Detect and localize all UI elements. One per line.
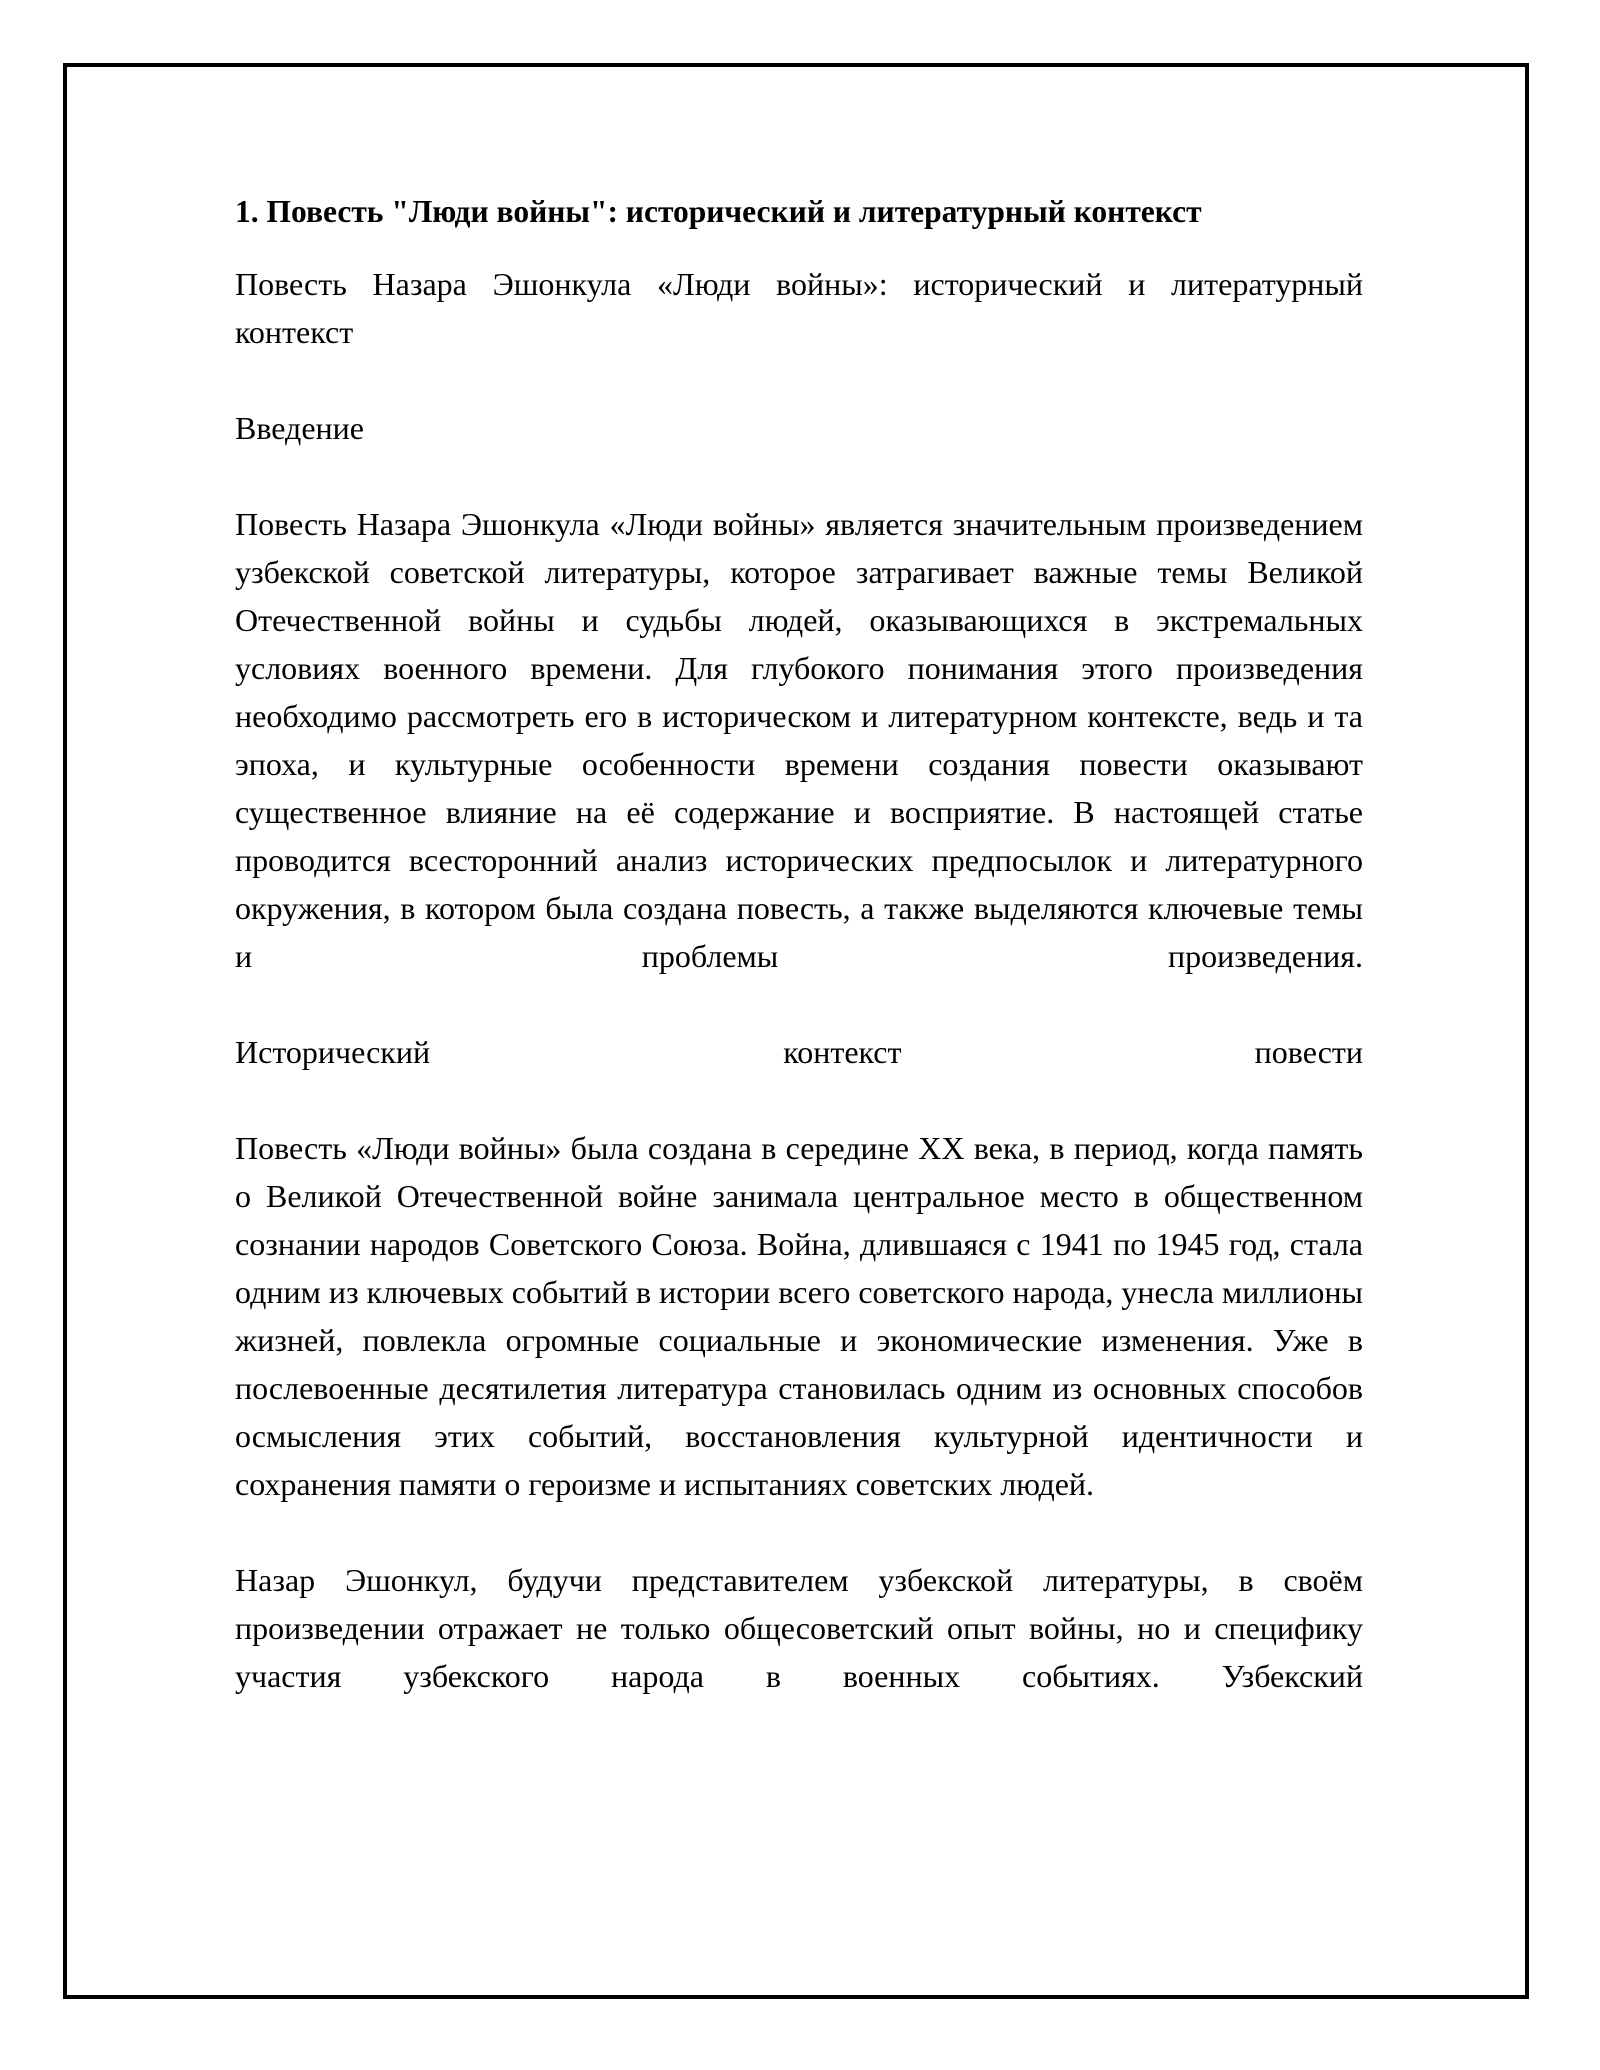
blank-line (235, 1508, 1363, 1556)
section-paragraph-2: Назар Эшонкул, будучи представителем узбекской литературы, в своём произведении отражает не только общесоветский опыт войны, но и специфику участия узбекского народа в военных событиях. Узбекский (235, 1562, 1363, 1694)
blank-line (235, 452, 1363, 500)
section-heading: Исторический контекст повести (235, 1034, 1363, 1070)
blank-line (235, 356, 1363, 404)
intro-heading: Введение (235, 410, 364, 446)
blank-line (235, 1076, 1363, 1124)
document-subtitle: Повесть Назара Эшонкула «Люди войны»: исторический и литературный контекст (235, 266, 1363, 350)
intro-paragraph: Повесть Назара Эшонкула «Люди войны» является значительным произведением узбекской советской литературы, которое затрагивает важные темы Великой Отечественной войны и судьбы людей, оказывающихся в экстремальных условиях военного времени. Для глубокого понимания этого произведения необходимо рассмотреть его в историческом и литературном контексте, ведь и та эпоха, и культурные особенности времени создания повести оказывают существенное влияние на её содержание и восприятие. В настоящей статье проводится всесторонний анализ исторических предпосылок и литературного окружения, в котором была создана повесть, а также выделяются ключевые темы и проблемы произведения. (235, 506, 1363, 974)
section-paragraph-1: Повесть «Люди войны» была создана в середине XX века, в период, когда память о Великой Отечественной войне занимала центральное место в общественном сознании народов Советского Союза. Война, длившаяся с 1941 по 1945 год, стала одним из ключевых событий в истории всего советского народа, унесла миллионы жизней, повлекла огромные социальные и экономические изменения. Уже в послевоенные десятилетия литература становилась одним из основных способов осмысления этих событий, восстановления культурной идентичности и сохранения памяти о героизме и испытаниях советских людей. (235, 1130, 1363, 1502)
blank-line (235, 980, 1363, 1028)
document-body (235, 188, 1363, 1700)
document-heading: 1. Повесть "Люди войны": исторический и литературный контекст (235, 194, 1202, 229)
